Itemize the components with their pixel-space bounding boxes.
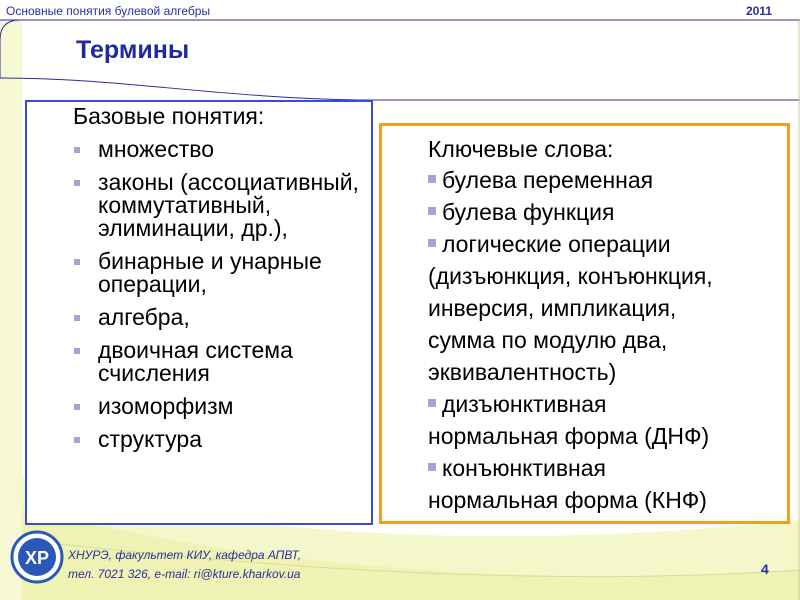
slide-title: Термины xyxy=(76,36,190,64)
keyword-line: инверсия, импликация, xyxy=(428,295,677,321)
square-bullet-icon xyxy=(74,147,80,153)
list-item xyxy=(72,306,372,329)
university-logo xyxy=(10,530,64,584)
square-bullet-icon xyxy=(428,399,436,407)
keyword-text: дизъюнктивная xyxy=(442,391,607,417)
keyword-text: булева функция xyxy=(442,199,615,225)
list-item-text: изоморфизм xyxy=(98,393,234,419)
keyword-line xyxy=(428,388,788,420)
year-label: 2011 xyxy=(745,4,772,18)
list-item xyxy=(72,138,372,161)
square-bullet-icon xyxy=(428,207,436,215)
footer-line-1: ХНУРЭ, факультет КИУ, кафедра АПВТ, xyxy=(68,548,302,562)
keyword-line: (дизъюнкция, конъюнкция, xyxy=(428,263,713,289)
keyword-line xyxy=(428,164,788,196)
square-bullet-icon xyxy=(74,404,80,410)
square-bullet-icon xyxy=(428,463,436,471)
list-item xyxy=(72,171,372,240)
list-item-text: алгебра, xyxy=(98,304,190,330)
keyword-text: логические операции xyxy=(442,231,671,257)
square-bullet-icon xyxy=(74,315,80,321)
keyword-text: булева переменная xyxy=(442,167,654,193)
logo-text: ХР xyxy=(24,548,50,568)
keyword-line xyxy=(428,452,788,484)
page-number: 4 xyxy=(761,561,769,577)
square-bullet-icon xyxy=(74,437,80,443)
list-item-text: двоичная система счисления xyxy=(98,337,293,386)
list-item xyxy=(72,395,372,418)
keyword-line: эквивалентность) xyxy=(428,359,617,385)
list-item-text: структура xyxy=(98,426,203,452)
list-item-text: бинарные и унарные операции, xyxy=(98,248,322,297)
square-bullet-icon xyxy=(74,348,80,354)
basic-concepts-list xyxy=(72,138,372,461)
list-item-text: множество xyxy=(98,136,215,162)
course-title: Основные понятия булевой алгебры xyxy=(6,4,211,18)
list-item-text: законы (ассоциативный, коммутативный, элиминации, др.), xyxy=(98,169,359,241)
square-bullet-icon xyxy=(428,239,436,247)
keyword-line xyxy=(428,196,788,228)
keywords-content xyxy=(428,134,788,516)
footer-contacts xyxy=(68,546,301,584)
list-item xyxy=(72,250,372,296)
keyword-line xyxy=(428,228,788,260)
footer-line-2: тел. 7021 326, e-mail: ri@kture.kharkov.ua xyxy=(68,567,301,581)
list-item xyxy=(72,428,372,451)
square-bullet-icon xyxy=(74,259,80,265)
keyword-line: нормальная форма (ДНФ) xyxy=(428,423,710,449)
keywords-heading: Ключевые слова: xyxy=(428,136,614,162)
keyword-text: конъюнктивная xyxy=(442,455,607,481)
basic-concepts-heading: Базовые понятия: xyxy=(73,103,265,129)
keyword-line: сумма по модулю два, xyxy=(428,327,668,353)
list-item xyxy=(72,339,372,385)
keyword-line: нормальная форма (КНФ) xyxy=(428,487,707,513)
square-bullet-icon xyxy=(74,180,80,186)
square-bullet-icon xyxy=(428,175,436,183)
